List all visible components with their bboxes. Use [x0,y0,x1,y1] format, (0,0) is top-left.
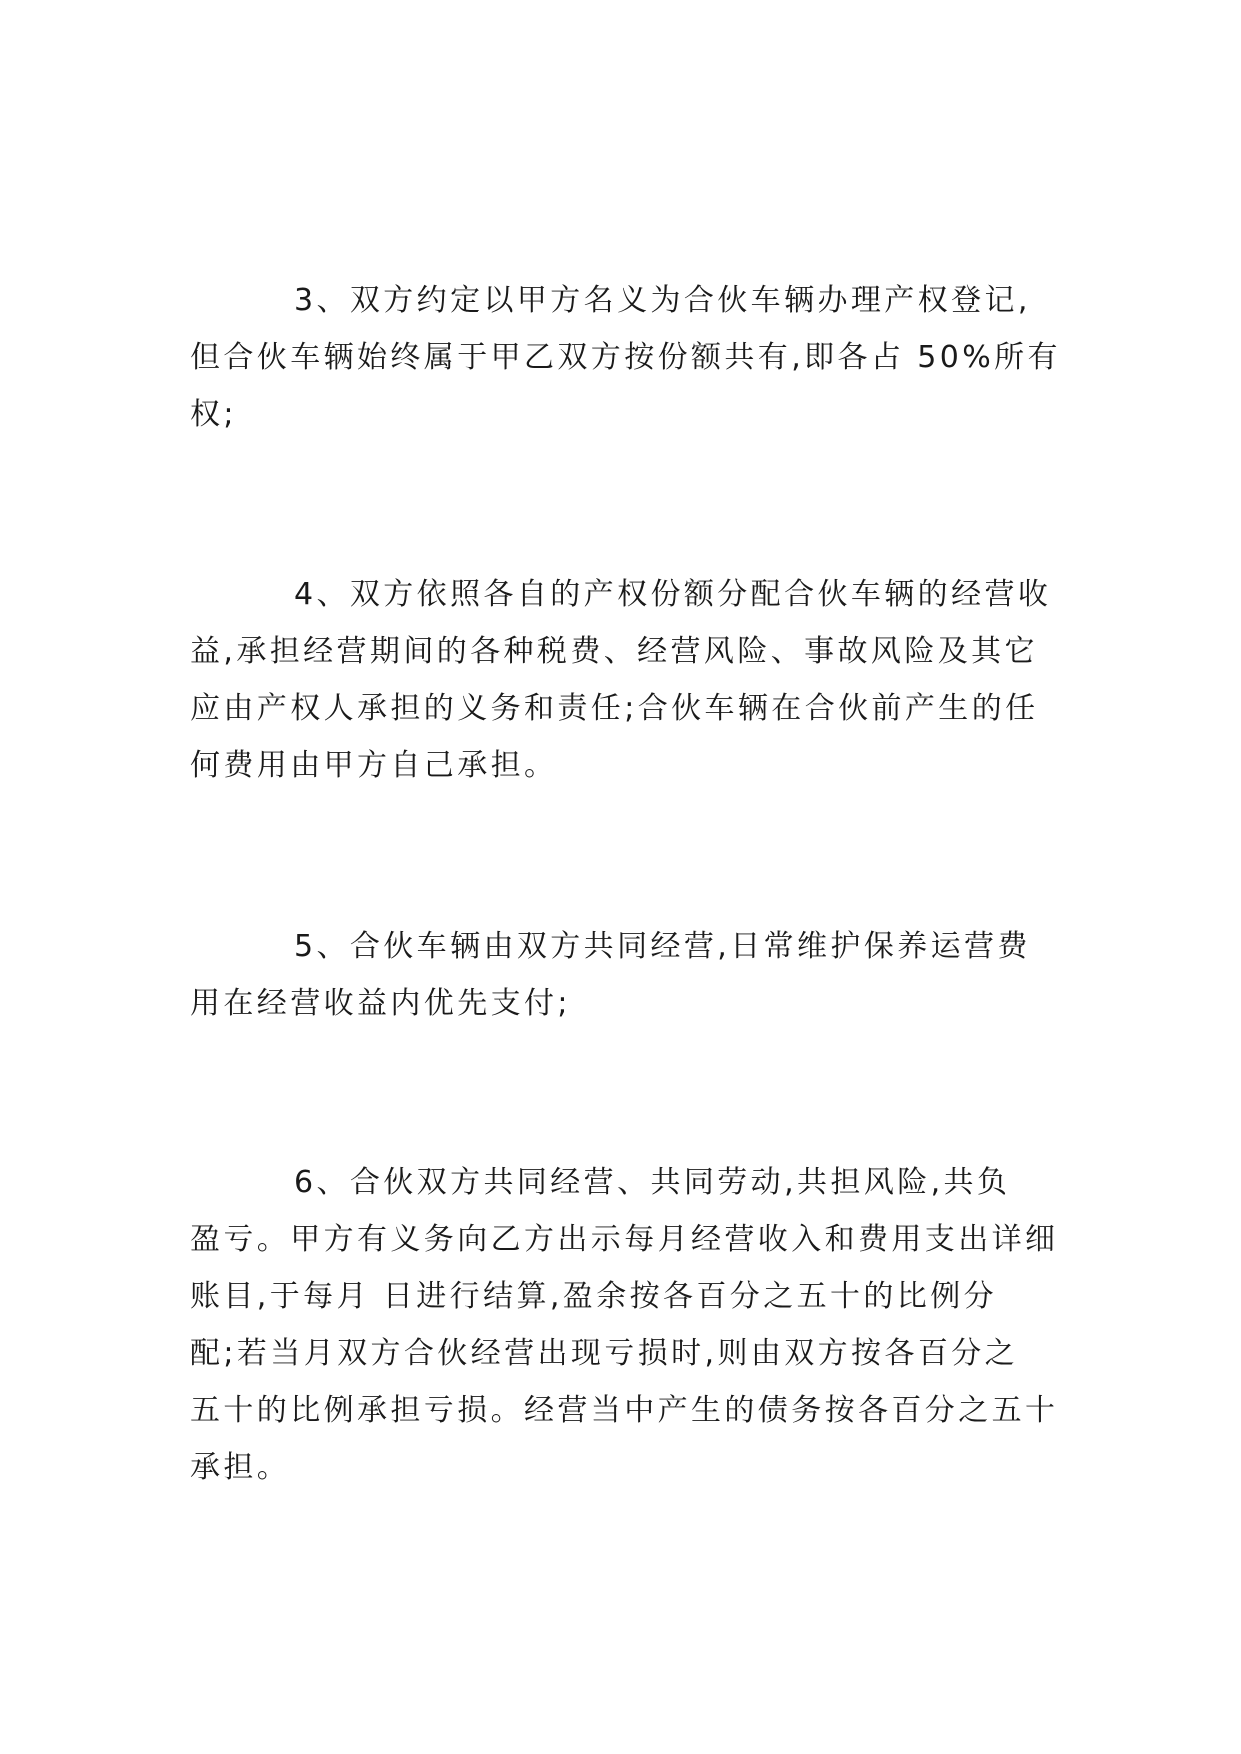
clause-6-line-5: 五十的比例承担亏损。经营当中产生的债务按各百分之五十 [190,1393,1059,1428]
clause-6-line-4: 配;若当月双方合伙经营出现亏损时,则由双方按各百分之 [190,1336,1019,1371]
clause-6-line-1: 6、合伙双方共同经营、共同劳动,共担风险,共负 [294,1165,1011,1200]
clause-3-line-2: 但合伙车辆始终属于甲乙双方按份额共有,即各占 50%所有 [190,340,1061,375]
clause-4-line-1: 4、双方依照各自的产权份额分配合伙车辆的经营收 [294,577,1052,612]
clause-3-line-3: 权; [190,397,237,432]
clause-5 [190,918,1050,1032]
clause-6-line-3: 账目,于每月 日进行结算,盈余按各百分之五十的比例分 [190,1279,998,1314]
clause-4-line-4: 何费用由甲方自己承担。 [190,748,558,783]
clause-6-line-6: 承担。 [190,1450,291,1485]
clause-5-line-2: 用在经营收益内优先支付; [190,986,571,1021]
clause-4-line-3: 应由产权人承担的义务和责任;合伙车辆在合伙前产生的任 [190,691,1039,726]
clause-5-line-1: 5、合伙车辆由双方共同经营,日常维护保养运营费 [294,929,1031,964]
clause-3-line-1: 3、双方约定以甲方名义为合伙车辆办理产权登记, [294,283,1031,318]
clause-4 [190,566,1050,794]
clause-6-line-2: 盈亏。甲方有义务向乙方出示每月经营收入和费用支出详细 [190,1222,1059,1257]
clause-3 [190,272,1061,443]
clause-6 [190,1154,1059,1496]
clause-4-line-2: 益,承担经营期间的各种税费、经营风险、事故风险及其它 [190,634,1038,669]
